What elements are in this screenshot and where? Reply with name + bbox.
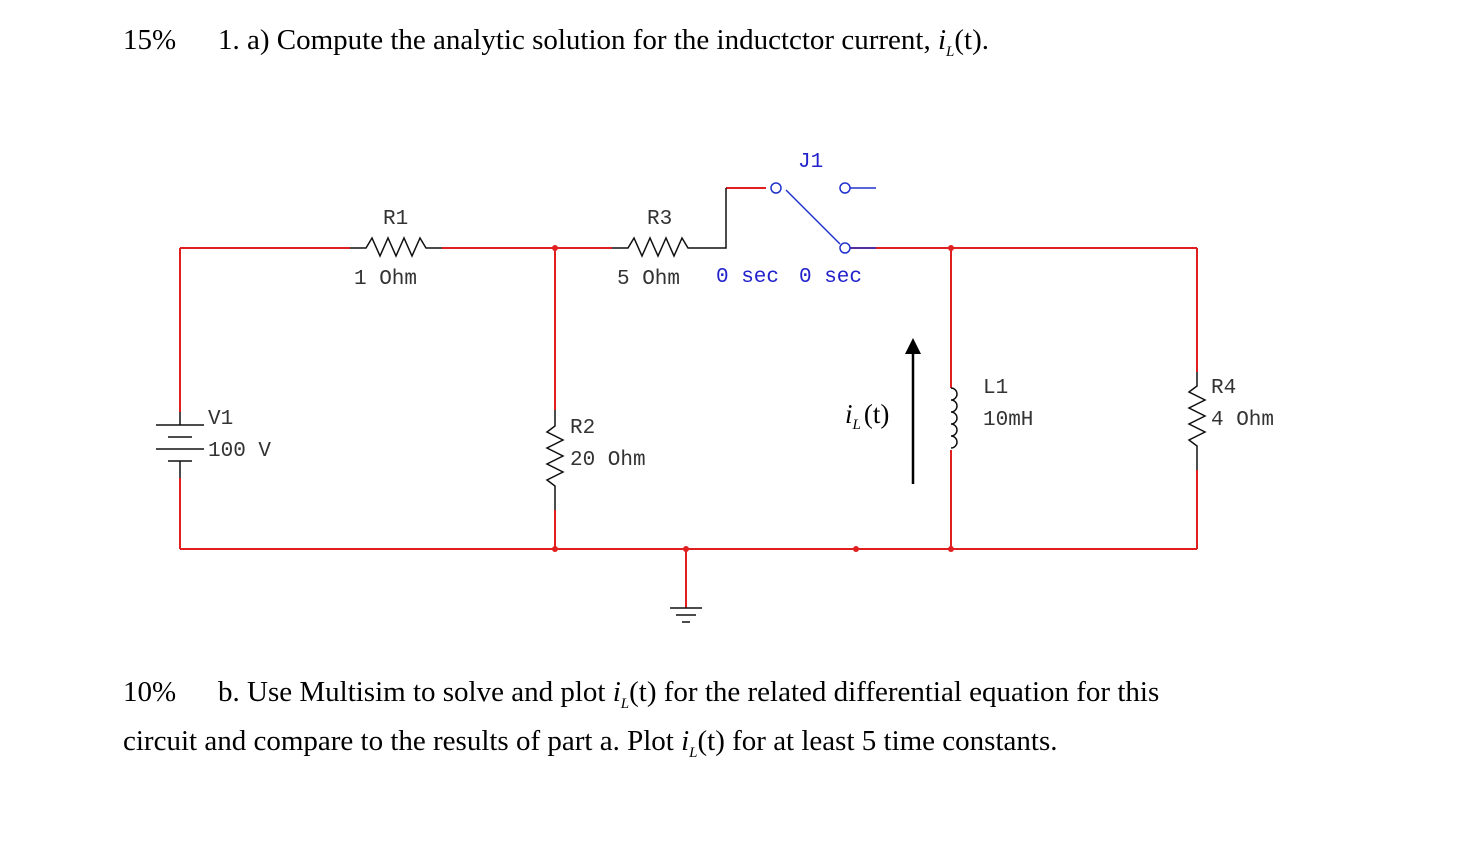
r1-name: R1 bbox=[383, 208, 409, 231]
junction-dot bbox=[853, 546, 859, 552]
junction-dot bbox=[948, 546, 954, 552]
part-b-line-1 bbox=[218, 676, 1159, 713]
junction-dot bbox=[948, 245, 954, 251]
part-b-percent: 10% bbox=[123, 676, 177, 708]
l1-name: L1 bbox=[983, 377, 1009, 400]
part-b-line2-pre: circuit and compare to the results of part a. Plot bbox=[123, 725, 674, 757]
ground-symbol bbox=[670, 608, 702, 622]
part-b-arg-2: (t) bbox=[697, 725, 725, 757]
part-b-line-2 bbox=[123, 725, 1057, 762]
junction-dot bbox=[552, 546, 558, 552]
part-b-arg-1: (t) bbox=[629, 676, 657, 708]
v1-name: V1 bbox=[208, 408, 234, 431]
r1-value: 1 Ohm bbox=[354, 268, 418, 291]
part-a-percent: 15% bbox=[123, 24, 177, 56]
l1-value: 10mH bbox=[983, 409, 1034, 432]
part-b-line1-post: for the related differential equation for this bbox=[663, 676, 1160, 708]
part-b-var-1: $i_L$ bbox=[612, 676, 630, 712]
r1-resistor bbox=[350, 238, 442, 256]
r2-name: R2 bbox=[570, 417, 596, 440]
part-a-arg: (t) bbox=[954, 24, 982, 56]
j1-time-1: 0 sec bbox=[716, 266, 780, 289]
r2-value: 20 Ohm bbox=[570, 449, 646, 472]
junction-dot bbox=[683, 546, 689, 552]
current-label: $i_L$ (t) bbox=[845, 399, 890, 433]
part-b-var-2: $i_L$ bbox=[681, 725, 698, 761]
part-b-line2-post: for at least 5 time constants. bbox=[732, 725, 1058, 757]
r2-resistor bbox=[547, 410, 563, 510]
junction-dot bbox=[552, 245, 558, 251]
v1-battery bbox=[156, 412, 204, 478]
r3-name: R3 bbox=[647, 208, 673, 231]
r4-name: R4 bbox=[1211, 377, 1237, 400]
part-b-line1-pre: b. Use Multisim to solve and plot bbox=[218, 676, 606, 708]
j1-name: J1 bbox=[798, 151, 824, 174]
j1-switch bbox=[771, 183, 876, 253]
part-a-var: $i_L$ bbox=[937, 24, 955, 60]
r3-value: 5 Ohm bbox=[617, 268, 681, 291]
junction-dots bbox=[552, 245, 954, 552]
r4-value: 4 Ohm bbox=[1211, 409, 1275, 432]
j1-time-2: 0 sec bbox=[799, 266, 863, 289]
v1-value: 100 V bbox=[208, 440, 272, 463]
current-arrow bbox=[905, 338, 921, 484]
part-a-text: 1. a) Compute the analytic solution for the inductctor current, bbox=[218, 24, 931, 56]
part-a-tail: . bbox=[981, 24, 989, 56]
wires bbox=[180, 188, 1197, 608]
r4-resistor bbox=[1189, 372, 1205, 470]
l1-inductor bbox=[951, 388, 957, 448]
